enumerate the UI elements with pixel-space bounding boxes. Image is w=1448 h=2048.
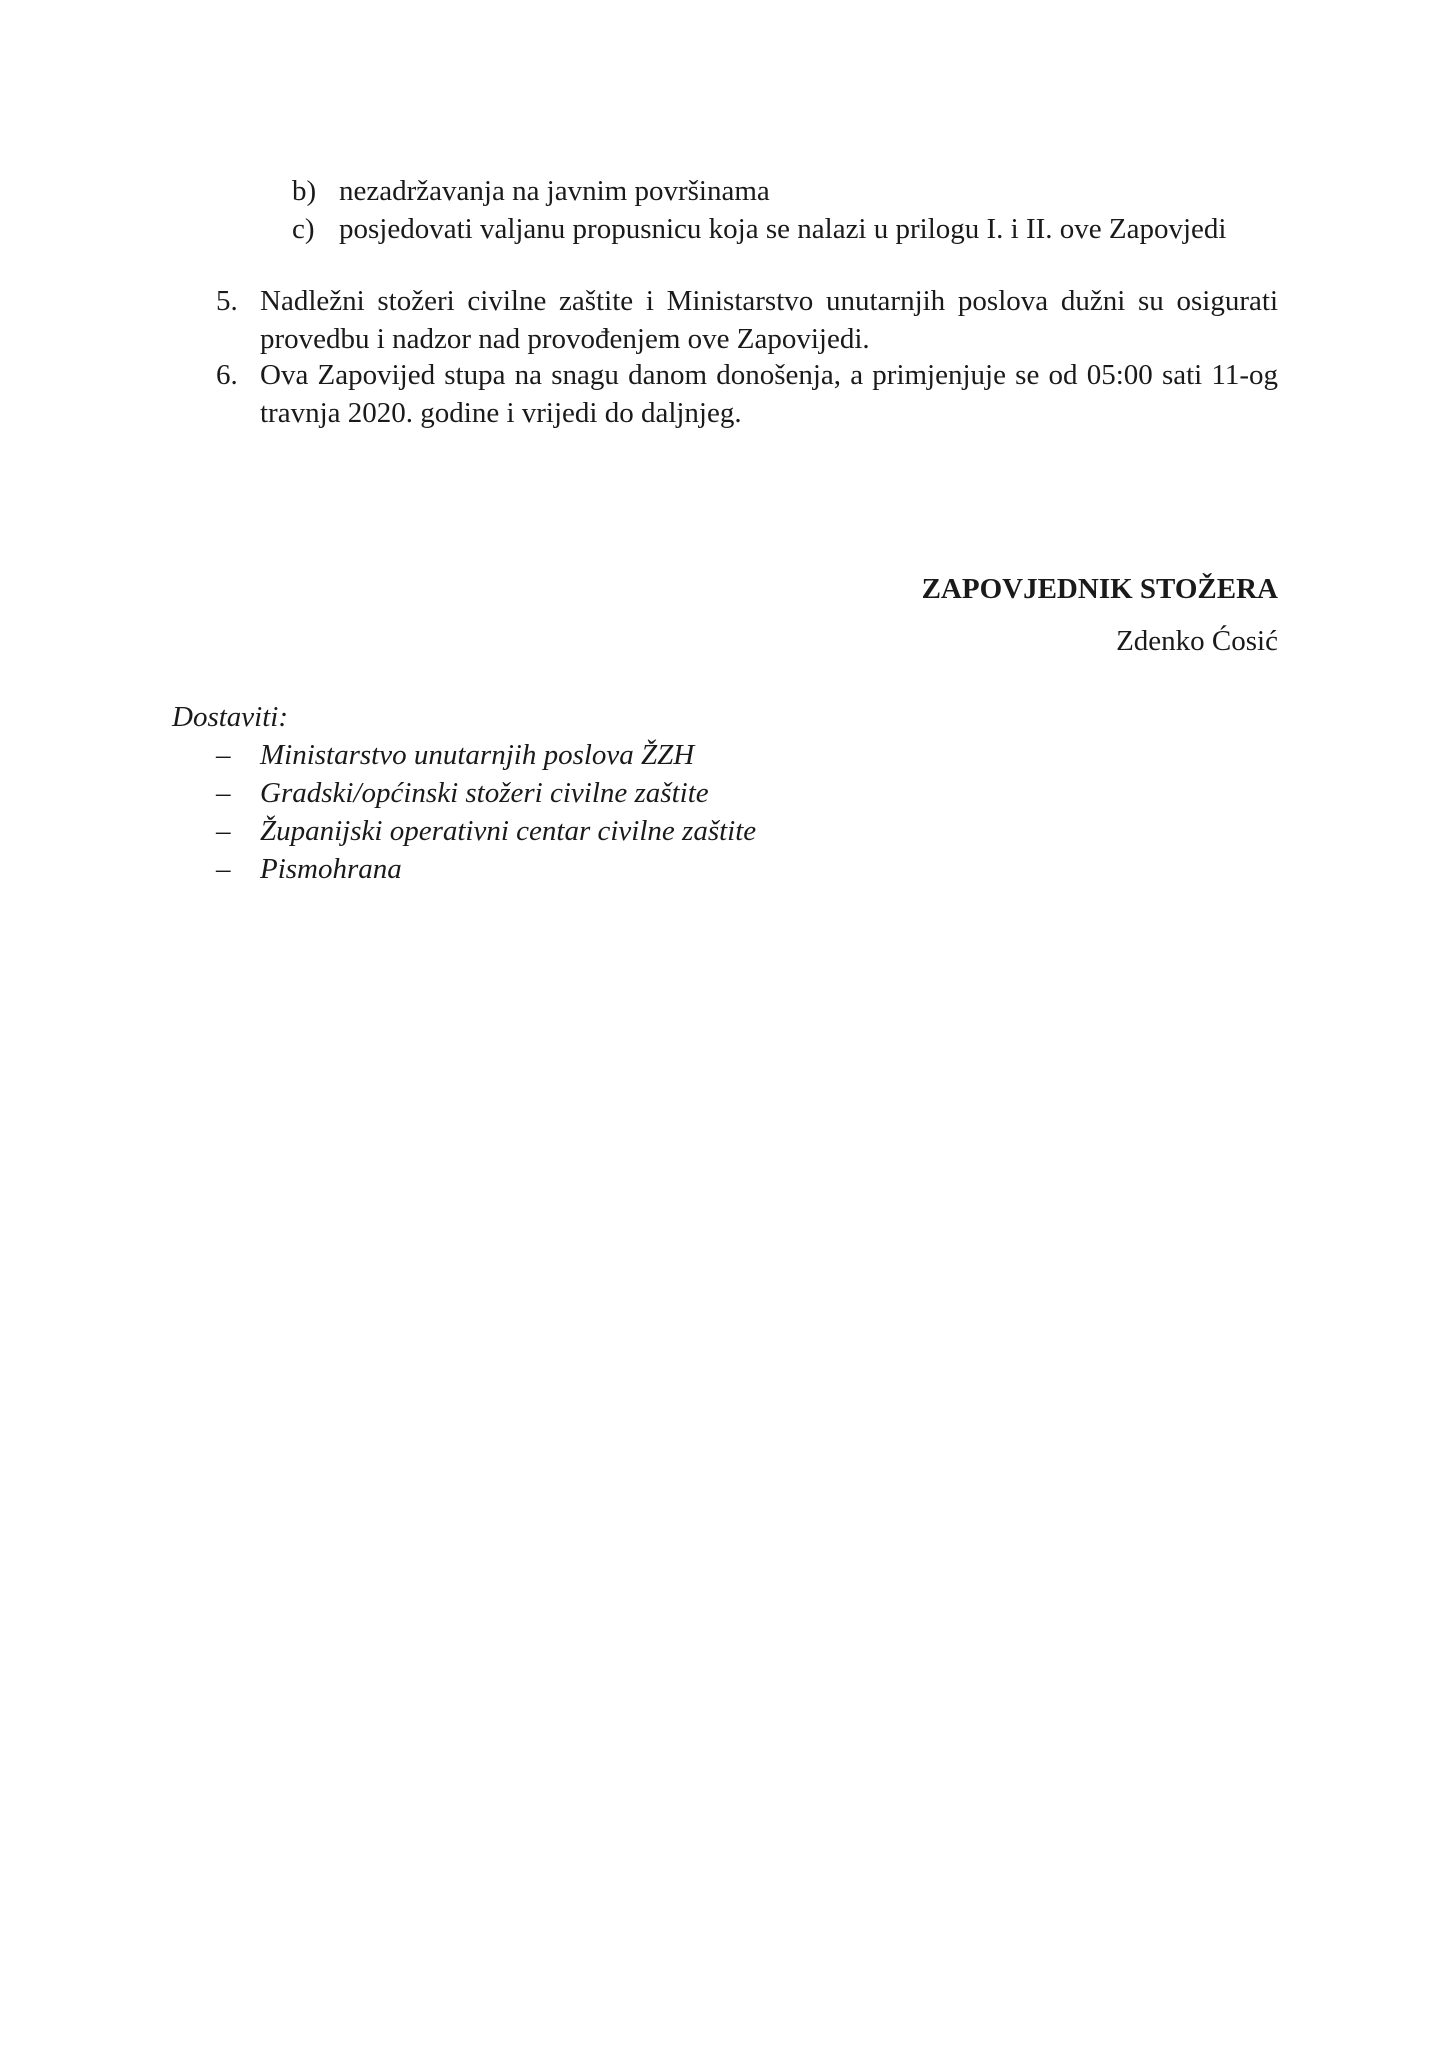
distribution-dash: – — [216, 853, 231, 885]
item-6-line1: Ova Zapovijed stupa na snagu danom donošenja, a primjenjuje se od 05:00 sati 11-og — [260, 359, 1278, 391]
item-5-line1: Nadležni stožeri civilne zaštite i Ministarstvo unutarnjih poslova dužni su osigurati — [260, 285, 1278, 317]
distribution-dash: – — [216, 815, 231, 847]
list-marker-c: c) — [292, 213, 315, 245]
list-item-c-text: posjedovati valjanu propusnicu koja se nalazi u prilogu I. i II. ove Zapovjedi — [339, 213, 1227, 245]
distribution-dash: – — [216, 739, 231, 771]
distribution-item: Gradski/općinski stožeri civilne zaštite — [260, 777, 709, 809]
distribution-item: Pismohrana — [260, 853, 402, 885]
distribution-heading: Dostaviti: — [172, 701, 288, 733]
signature-name: Zdenko Ćosić — [1116, 625, 1278, 657]
list-marker-b: b) — [292, 175, 317, 207]
signature-title: ZAPOVJEDNIK STOŽERA — [921, 573, 1278, 605]
distribution-dash: – — [216, 777, 231, 809]
item-5-marker: 5. — [216, 285, 238, 317]
distribution-item: Ministarstvo unutarnjih poslova ŽZH — [260, 739, 695, 771]
distribution-item: Županijski operativni centar civilne zaštite — [260, 815, 757, 847]
item-6-marker: 6. — [216, 359, 238, 391]
list-item-b-text: nezadržavanja na javnim površinama — [339, 175, 770, 207]
item-5-line2: provedbu i nadzor nad provođenjem ove Zapovijedi. — [260, 323, 870, 355]
item-6-line2: travnja 2020. godine i vrijedi do daljnjeg. — [260, 397, 742, 429]
